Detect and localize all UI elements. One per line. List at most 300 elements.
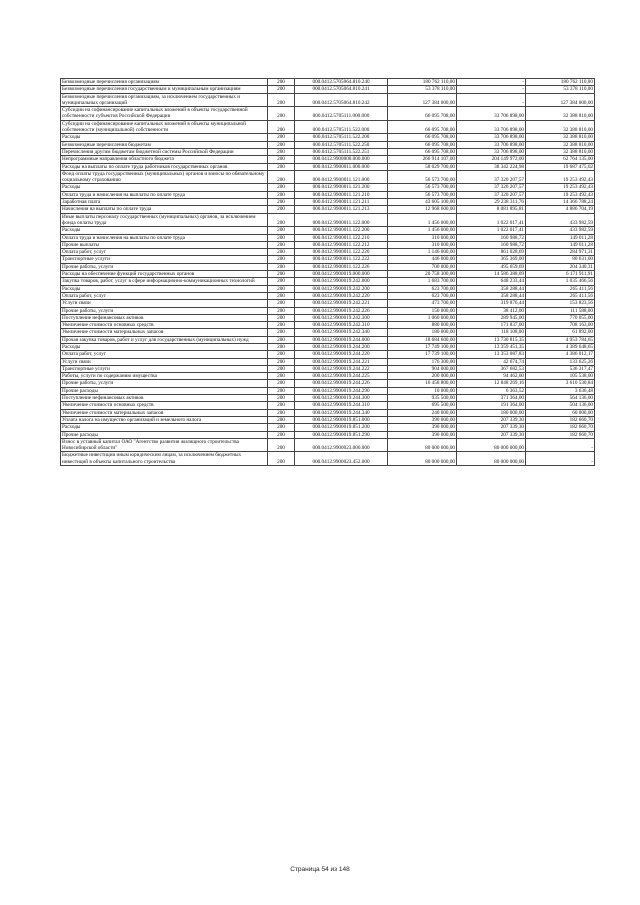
- row-classification-code: 000.0412.9900011.121.211: [295, 199, 388, 206]
- row-admin-code: 200: [268, 256, 295, 263]
- row-classification-code: 000.0412.5705111.000.000: [295, 107, 388, 121]
- row-name: Транспортные услуги: [61, 256, 268, 263]
- row-admin-code: 200: [268, 314, 295, 321]
- row-approved-amount: 66 095 708,00: [388, 107, 457, 121]
- row-executed-amount: 38 342 224,98: [457, 163, 526, 170]
- row-admin-code: 200: [268, 163, 295, 170]
- row-classification-code: 000.0412.5705064.810.241: [295, 86, 388, 93]
- table-row: [61, 199, 595, 206]
- row-approved-amount: 16 458 800,00: [388, 380, 457, 387]
- row-unexecuted-amount: 4 886 704,19: [526, 206, 595, 213]
- row-unexecuted-amount: 19 253 492,43: [526, 184, 595, 191]
- row-admin-code: 200: [268, 343, 295, 350]
- row-approved-amount: 700 000,00: [388, 263, 457, 270]
- row-classification-code: 000.0412.9900019.242.310: [295, 322, 388, 329]
- row-classification-code: 000.0412.9900019.244.000: [295, 336, 388, 343]
- table-row: [61, 156, 595, 163]
- row-admin-code: 200: [268, 86, 295, 93]
- row-unexecuted-amount: 284 971,31: [526, 249, 595, 256]
- row-admin-code: 200: [268, 148, 295, 155]
- row-name: Субсидии на софинансирование капитальных вложений в объекты муниципальной собственности (муниципальной) собственности: [61, 120, 268, 134]
- row-admin-code: 200: [268, 241, 295, 248]
- row-unexecuted-amount: 4 953 784,65: [526, 336, 595, 343]
- table-row: [61, 358, 595, 365]
- row-unexecuted-amount: 3 610 530,84: [526, 380, 595, 387]
- row-admin-code: 200: [268, 452, 295, 466]
- row-classification-code: 000.0412.9900019.244.340: [295, 409, 388, 416]
- table-row: [61, 227, 595, 234]
- row-name: Оплата труда и начисления на выплаты по оплате труда: [61, 234, 268, 241]
- row-classification-code: 000.0412.9900011.000.000: [295, 163, 388, 170]
- row-executed-amount: 207 339,30: [457, 424, 526, 431]
- budget-execution-table: [60, 78, 595, 466]
- page-footer: Страница 54 из 148: [290, 866, 350, 873]
- table-row: [61, 285, 595, 292]
- row-executed-amount: 94 462,00: [457, 373, 526, 380]
- row-admin-code: 200: [268, 416, 295, 423]
- table-row: [61, 278, 595, 285]
- row-name: Оплата труда и начисления на выплаты по оплате труда: [61, 191, 268, 198]
- row-executed-amount: 14 586 388,09: [457, 271, 526, 278]
- row-unexecuted-amount: 433 982,59: [526, 213, 595, 227]
- table-row: [61, 213, 595, 227]
- table-row: [61, 93, 595, 107]
- row-approved-amount: 240 000,00: [388, 409, 457, 416]
- row-name: Оплата работ, услуг: [61, 249, 268, 256]
- row-unexecuted-amount: 204 340,31: [526, 263, 595, 270]
- row-admin-code: 200: [268, 170, 295, 184]
- row-approved-amount: 58 029 700,00: [388, 163, 457, 170]
- row-name: Расходы: [61, 343, 268, 350]
- row-admin-code: 200: [268, 141, 295, 148]
- row-approved-amount: 43 605 100,00: [388, 199, 457, 206]
- row-approved-amount: 53 378 110,00: [388, 86, 457, 93]
- report-table-container: [60, 78, 593, 466]
- row-approved-amount: 1 060 000,00: [388, 314, 457, 321]
- row-name: Оплата работ, услуг: [61, 292, 268, 299]
- row-approved-amount: 623 700,00: [388, 285, 457, 292]
- table-row: [61, 148, 595, 155]
- row-executed-amount: 319 876,44: [457, 300, 526, 307]
- row-admin-code: 200: [268, 134, 295, 141]
- table-row: [61, 424, 595, 431]
- row-executed-amount: 648 233,44: [457, 278, 526, 285]
- row-unexecuted-amount: 60 000,00: [526, 409, 595, 416]
- row-executed-amount: 1 022 017,41: [457, 213, 526, 227]
- row-unexecuted-amount: 32 388 810,00: [526, 120, 595, 134]
- row-executed-amount: 371 364,00: [457, 395, 526, 402]
- row-approved-amount: 880 000,00: [388, 322, 457, 329]
- table-row: [61, 170, 595, 184]
- row-unexecuted-amount: 80 631,00: [526, 256, 595, 263]
- row-classification-code: 000.0412.5705111.522.000: [295, 120, 388, 134]
- row-unexecuted-amount: 19 253 492,43: [526, 191, 595, 198]
- row-approved-amount: 17 749 100,00: [388, 343, 457, 350]
- row-name: Прочие работы, услуги: [61, 307, 268, 314]
- table-row: [61, 234, 595, 241]
- row-classification-code: 000.0412.5705064.810.240: [295, 79, 388, 86]
- row-admin-code: 200: [268, 329, 295, 336]
- row-classification-code: 000.0412.9900019.244.225: [295, 373, 388, 380]
- row-executed-amount: 33 706 898,00: [457, 120, 526, 134]
- row-classification-code: 000.0412.9900011.122.222: [295, 256, 388, 263]
- row-classification-code: 000.0412.9900019.242.221: [295, 300, 388, 307]
- row-admin-code: 200: [268, 184, 295, 191]
- table-row: [61, 322, 595, 329]
- row-name: Бюджетные инвестиции иным юридическим лицам, за исключением бюджетных инвестиций в объекты капитального строительства: [61, 452, 268, 466]
- row-name: Увеличение стоимости основных средств: [61, 402, 268, 409]
- row-approved-amount: 266 914 107,00: [388, 156, 457, 163]
- row-approved-amount: 66 095 708,00: [388, 120, 457, 134]
- row-classification-code: 000.0412.9900011.122.220: [295, 249, 388, 256]
- row-unexecuted-amount: 133 625,26: [526, 358, 595, 365]
- row-unexecuted-amount: 182 660,70: [526, 431, 595, 438]
- table-row: [61, 365, 595, 372]
- row-executed-amount: 42 674,74: [457, 358, 526, 365]
- row-executed-amount: 37 320 207,57: [457, 170, 526, 184]
- table-row: [61, 249, 595, 256]
- row-approved-amount: 473 700,00: [388, 300, 457, 307]
- row-approved-amount: 10 000,00: [388, 387, 457, 394]
- row-unexecuted-amount: 770 055,00: [526, 314, 595, 321]
- row-name: Транспортные услуги: [61, 365, 268, 372]
- row-admin-code: 200: [268, 387, 295, 394]
- row-name: Оплата работ, услуг: [61, 351, 268, 358]
- row-admin-code: 200: [268, 271, 295, 278]
- table-row: [61, 438, 595, 452]
- table-row: [61, 336, 595, 343]
- row-approved-amount: 56 573 700,00: [388, 191, 457, 198]
- table-row: [61, 206, 595, 213]
- row-classification-code: 000.0412.9900011.121.200: [295, 184, 388, 191]
- row-name: Закупка товаров, работ, услуг в сфере информационно-коммуникационных технологий: [61, 278, 268, 285]
- row-classification-code: 000.0412.9900019.242.200: [295, 285, 388, 292]
- table-row: [61, 271, 595, 278]
- row-unexecuted-amount: 14 366 788,24: [526, 199, 595, 206]
- row-executed-amount: 495 659,69: [457, 263, 526, 270]
- table-row: [61, 416, 595, 423]
- row-classification-code: 000.0412.9900019.851.000: [295, 416, 388, 423]
- row-classification-code: 000.0412.9900019.244.222: [295, 365, 388, 372]
- row-approved-amount: 390 000,00: [388, 416, 457, 423]
- row-admin-code: 200: [268, 395, 295, 402]
- row-admin-code: 200: [268, 285, 295, 292]
- row-executed-amount: 289 945,00: [457, 314, 526, 321]
- row-admin-code: 200: [268, 307, 295, 314]
- row-unexecuted-amount: 3 636,48: [526, 387, 595, 394]
- row-admin-code: 200: [268, 156, 295, 163]
- table-row: [61, 107, 595, 121]
- row-executed-amount: 207 339,30: [457, 431, 526, 438]
- row-admin-code: 200: [268, 402, 295, 409]
- row-classification-code: 000.0412.9900019.242.000: [295, 278, 388, 285]
- row-executed-amount: 29 238 311,76: [457, 199, 526, 206]
- row-classification-code: 000.0412.9900011.121.000: [295, 170, 388, 184]
- row-name: Прочие работы, услуги: [61, 380, 268, 387]
- table-row: [61, 79, 595, 86]
- row-approved-amount: 80 000 000,00: [388, 452, 457, 466]
- row-unexecuted-amount: 180 762 110,00: [526, 79, 595, 86]
- row-name: Увеличение стоимости материальных запасов: [61, 329, 268, 336]
- row-executed-amount: 13 353 087,83: [457, 351, 526, 358]
- row-name: Расходы: [61, 227, 268, 234]
- row-admin-code: 200: [268, 213, 295, 227]
- row-name: Поступление нефинансовых активов: [61, 395, 268, 402]
- row-executed-amount: 38 412,00: [457, 307, 526, 314]
- row-unexecuted-amount: 111 588,00: [526, 307, 595, 314]
- row-admin-code: 200: [268, 107, 295, 121]
- row-name: Прочие расходы: [61, 387, 268, 394]
- row-approved-amount: 150 000,00: [388, 307, 457, 314]
- row-name: Расходы: [61, 424, 268, 431]
- row-admin-code: 200: [268, 431, 295, 438]
- row-classification-code: 000.0412.5705111.522.251: [295, 148, 388, 155]
- row-classification-code: 000.0412.9900011.121.213: [295, 206, 388, 213]
- row-classification-code: 000.0412.5705064.810.242: [295, 93, 388, 107]
- row-approved-amount: 180 762 110,00: [388, 79, 457, 86]
- row-approved-amount: 310 000,00: [388, 234, 457, 241]
- row-name: Непрограммные направления областного бюджета: [61, 156, 268, 163]
- row-admin-code: 200: [268, 249, 295, 256]
- row-executed-amount: 358 288,44: [457, 292, 526, 299]
- table-row: [61, 184, 595, 191]
- row-unexecuted-amount: 182 660,70: [526, 424, 595, 431]
- table-row: [61, 380, 595, 387]
- row-executed-amount: -: [457, 86, 526, 93]
- row-name: Безвозмездные перечисления бюджетам: [61, 141, 268, 148]
- row-name: Прочие расходы: [61, 431, 268, 438]
- table-row: [61, 256, 595, 263]
- row-classification-code: 000.0412.9900019.242.226: [295, 307, 388, 314]
- row-name: Безвозмездные перечисления организациям, за исключением государственных и муниципальных организаций: [61, 93, 268, 107]
- table-row: [61, 120, 595, 134]
- table-row: [61, 191, 595, 198]
- row-name: Прочая закупка товаров, работ и услуг для государственных (муниципальных) нужд: [61, 336, 268, 343]
- row-unexecuted-amount: 32 388 810,00: [526, 107, 595, 121]
- row-unexecuted-amount: 61 892,00: [526, 329, 595, 336]
- row-executed-amount: 8 081 895,81: [457, 206, 526, 213]
- row-name: Безвозмездные перечисления государственным и муниципальным организациям: [61, 86, 268, 93]
- row-admin-code: 200: [268, 93, 295, 107]
- row-executed-amount: 1 022 017,41: [457, 227, 526, 234]
- row-classification-code: 000.0412.9900011.122.226: [295, 263, 388, 270]
- row-classification-code: 000.0412.9900011.122.212: [295, 241, 388, 248]
- row-unexecuted-amount: 153 823,56: [526, 300, 595, 307]
- row-approved-amount: 1 146 000,00: [388, 249, 457, 256]
- row-executed-amount: 365 369,00: [457, 256, 526, 263]
- row-executed-amount: 80 000 000,00: [457, 452, 526, 466]
- row-name: Поступление нефинансовых активов: [61, 314, 268, 321]
- row-name: Расходы: [61, 134, 268, 141]
- table-row: [61, 402, 595, 409]
- table-row: [61, 307, 595, 314]
- row-executed-amount: 171 837,00: [457, 322, 526, 329]
- table-row: [61, 409, 595, 416]
- table-row: [61, 373, 595, 380]
- row-admin-code: 200: [268, 373, 295, 380]
- row-admin-code: 200: [268, 206, 295, 213]
- row-executed-amount: 358 288,44: [457, 285, 526, 292]
- row-executed-amount: 33 706 898,00: [457, 134, 526, 141]
- row-name: Заработная плата: [61, 199, 268, 206]
- row-admin-code: 200: [268, 278, 295, 285]
- row-name: Прочие выплаты: [61, 241, 268, 248]
- table-row: [61, 351, 595, 358]
- row-classification-code: 000.0412.9900019.244.221: [295, 358, 388, 365]
- row-admin-code: 200: [268, 292, 295, 299]
- row-approved-amount: 66 095 708,00: [388, 148, 457, 155]
- row-executed-amount: 160 988,72: [457, 241, 526, 248]
- row-classification-code: 000.0412.9900011.121.210: [295, 191, 388, 198]
- table-row: [61, 292, 595, 299]
- row-name: Расходы на обеспечение функций государственных органов: [61, 271, 268, 278]
- row-unexecuted-amount: 536 317,47: [526, 365, 595, 372]
- table-row: [61, 241, 595, 248]
- row-classification-code: 000.0412.9900019.244.310: [295, 402, 388, 409]
- row-admin-code: 200: [268, 120, 295, 134]
- row-approved-amount: 1 683 700,00: [388, 278, 457, 285]
- row-unexecuted-amount: 105 538,00: [526, 373, 595, 380]
- row-executed-amount: 160 988,72: [457, 234, 526, 241]
- row-admin-code: 200: [268, 336, 295, 343]
- row-unexecuted-amount: -: [526, 438, 595, 452]
- row-classification-code: 000.0412.9900019.244.220: [295, 351, 388, 358]
- row-unexecuted-amount: 53 378 110,00: [526, 86, 595, 93]
- row-admin-code: 200: [268, 322, 295, 329]
- row-unexecuted-amount: 182 660,70: [526, 416, 595, 423]
- row-admin-code: 200: [268, 424, 295, 431]
- row-executed-amount: 6 363,52: [457, 387, 526, 394]
- row-approved-amount: 1 456 000,00: [388, 213, 457, 227]
- row-approved-amount: 695 500,00: [388, 402, 457, 409]
- row-unexecuted-amount: 32 388 810,00: [526, 141, 595, 148]
- row-approved-amount: 66 095 708,00: [388, 134, 457, 141]
- table-row: [61, 395, 595, 402]
- row-executed-amount: 13 359 451,35: [457, 343, 526, 350]
- table-row: [61, 134, 595, 141]
- row-approved-amount: 935 500,00: [388, 395, 457, 402]
- row-admin-code: 200: [268, 438, 295, 452]
- row-classification-code: 000.0412.9900019.244.200: [295, 343, 388, 350]
- row-classification-code: 000.0412.9900011.122.210: [295, 234, 388, 241]
- row-classification-code: 000.0412.9900019.242.300: [295, 314, 388, 321]
- row-unexecuted-amount: 149 011,28: [526, 241, 595, 248]
- row-name: Работы, услуги по содержанию имущества: [61, 373, 268, 380]
- row-approved-amount: 56 573 700,00: [388, 184, 457, 191]
- row-classification-code: 000.0412.5705111.522.200: [295, 134, 388, 141]
- row-classification-code: 000.0412.9900023.000.000: [295, 438, 388, 452]
- row-classification-code: 000.0412.9900023.452.000: [295, 452, 388, 466]
- row-executed-amount: 118 108,00: [457, 329, 526, 336]
- row-name: Безвозмездные перечисления организациям: [61, 79, 268, 86]
- row-unexecuted-amount: 4 386 012,17: [526, 351, 595, 358]
- row-name: Увеличение стоимости основных средств: [61, 322, 268, 329]
- row-executed-amount: 37 320 207,57: [457, 184, 526, 191]
- row-name: Расходы: [61, 184, 268, 191]
- row-classification-code: 000.0412.9900011.122.000: [295, 213, 388, 227]
- row-executed-amount: 180 000,00: [457, 409, 526, 416]
- row-approved-amount: 12 968 600,00: [388, 206, 457, 213]
- row-unexecuted-amount: 504 136,00: [526, 402, 595, 409]
- row-executed-amount: 33 706 898,00: [457, 141, 526, 148]
- row-approved-amount: 904 000,00: [388, 365, 457, 372]
- table-row: [61, 431, 595, 438]
- row-admin-code: 200: [268, 358, 295, 365]
- row-executed-amount: -: [457, 93, 526, 107]
- table-row: [61, 452, 595, 466]
- row-approved-amount: 390 000,00: [388, 424, 457, 431]
- row-classification-code: 000.0412.9900019.851.200: [295, 424, 388, 431]
- row-admin-code: 200: [268, 351, 295, 358]
- row-name: Начисления на выплаты по оплате труда: [61, 206, 268, 213]
- row-executed-amount: 33 706 898,00: [457, 148, 526, 155]
- row-approved-amount: 18 684 600,00: [388, 336, 457, 343]
- row-name: Уплата налога на имущество организаций и земельного налога: [61, 416, 268, 423]
- row-unexecuted-amount: 32 388 810,00: [526, 134, 595, 141]
- table-row: [61, 300, 595, 307]
- row-unexecuted-amount: 62 764 135,00: [526, 156, 595, 163]
- row-unexecuted-amount: 32 388 810,00: [526, 148, 595, 155]
- table-row: [61, 86, 595, 93]
- row-executed-amount: 33 706 898,00: [457, 107, 526, 121]
- table-row: [61, 329, 595, 336]
- row-approved-amount: 310 000,00: [388, 241, 457, 248]
- row-approved-amount: 390 000,00: [388, 431, 457, 438]
- row-name: Услуги связи: [61, 300, 268, 307]
- row-approved-amount: 80 000 000,00: [388, 438, 457, 452]
- row-admin-code: 200: [268, 380, 295, 387]
- row-approved-amount: 623 700,00: [388, 292, 457, 299]
- row-name: Субсидии на софинансирование капитальных вложений в объекты государственной собственности субъектов Российской Федерации: [61, 107, 268, 121]
- row-unexecuted-amount: 433 982,59: [526, 227, 595, 234]
- row-name: Увеличение стоимости материальных запасов: [61, 409, 268, 416]
- row-executed-amount: 80 000 000,00: [457, 438, 526, 452]
- row-approved-amount: 66 095 708,00: [388, 141, 457, 148]
- row-executed-amount: 13 730 815,35: [457, 336, 526, 343]
- row-approved-amount: 176 300,00: [388, 358, 457, 365]
- row-classification-code: 000.0412.9900019.244.300: [295, 395, 388, 402]
- row-admin-code: 200: [268, 365, 295, 372]
- row-approved-amount: 446 000,00: [388, 256, 457, 263]
- row-classification-code: 000.0412.9900019.851.290: [295, 431, 388, 438]
- table-row: [61, 314, 595, 321]
- row-admin-code: 200: [268, 79, 295, 86]
- row-name: Услуги связи: [61, 358, 268, 365]
- row-name: Расходы: [61, 285, 268, 292]
- row-name: Фонд оплаты труда государственных (муниципальных) органов и взносы по обязательному социальному страхованию: [61, 170, 268, 184]
- table-row: [61, 141, 595, 148]
- row-executed-amount: 207 339,30: [457, 416, 526, 423]
- row-name: Расходы на выплаты по оплате труда работников государственных органов: [61, 163, 268, 170]
- row-classification-code: 000.0412.9900019.242.340: [295, 329, 388, 336]
- row-classification-code: 000.0412.9900019.244.290: [295, 387, 388, 394]
- row-executed-amount: 37 320 207,57: [457, 191, 526, 198]
- row-name: Иные выплаты персоналу государственных (муниципальных) органов, за исключением фонда оплаты труда: [61, 213, 268, 227]
- row-unexecuted-amount: 19 687 475,02: [526, 163, 595, 170]
- row-approved-amount: 17 739 100,00: [388, 351, 457, 358]
- row-admin-code: 200: [268, 227, 295, 234]
- row-unexecuted-amount: 19 253 492,43: [526, 170, 595, 184]
- row-approved-amount: 56 573 700,00: [388, 170, 457, 184]
- table-row: [61, 163, 595, 170]
- row-executed-amount: 191 364,00: [457, 402, 526, 409]
- table-body: [61, 79, 595, 466]
- row-unexecuted-amount: 265 411,56: [526, 292, 595, 299]
- table-row: [61, 387, 595, 394]
- row-classification-code: 000.0412.9900019.242.220: [295, 292, 388, 299]
- row-approved-amount: 1 456 000,00: [388, 227, 457, 234]
- row-admin-code: 200: [268, 234, 295, 241]
